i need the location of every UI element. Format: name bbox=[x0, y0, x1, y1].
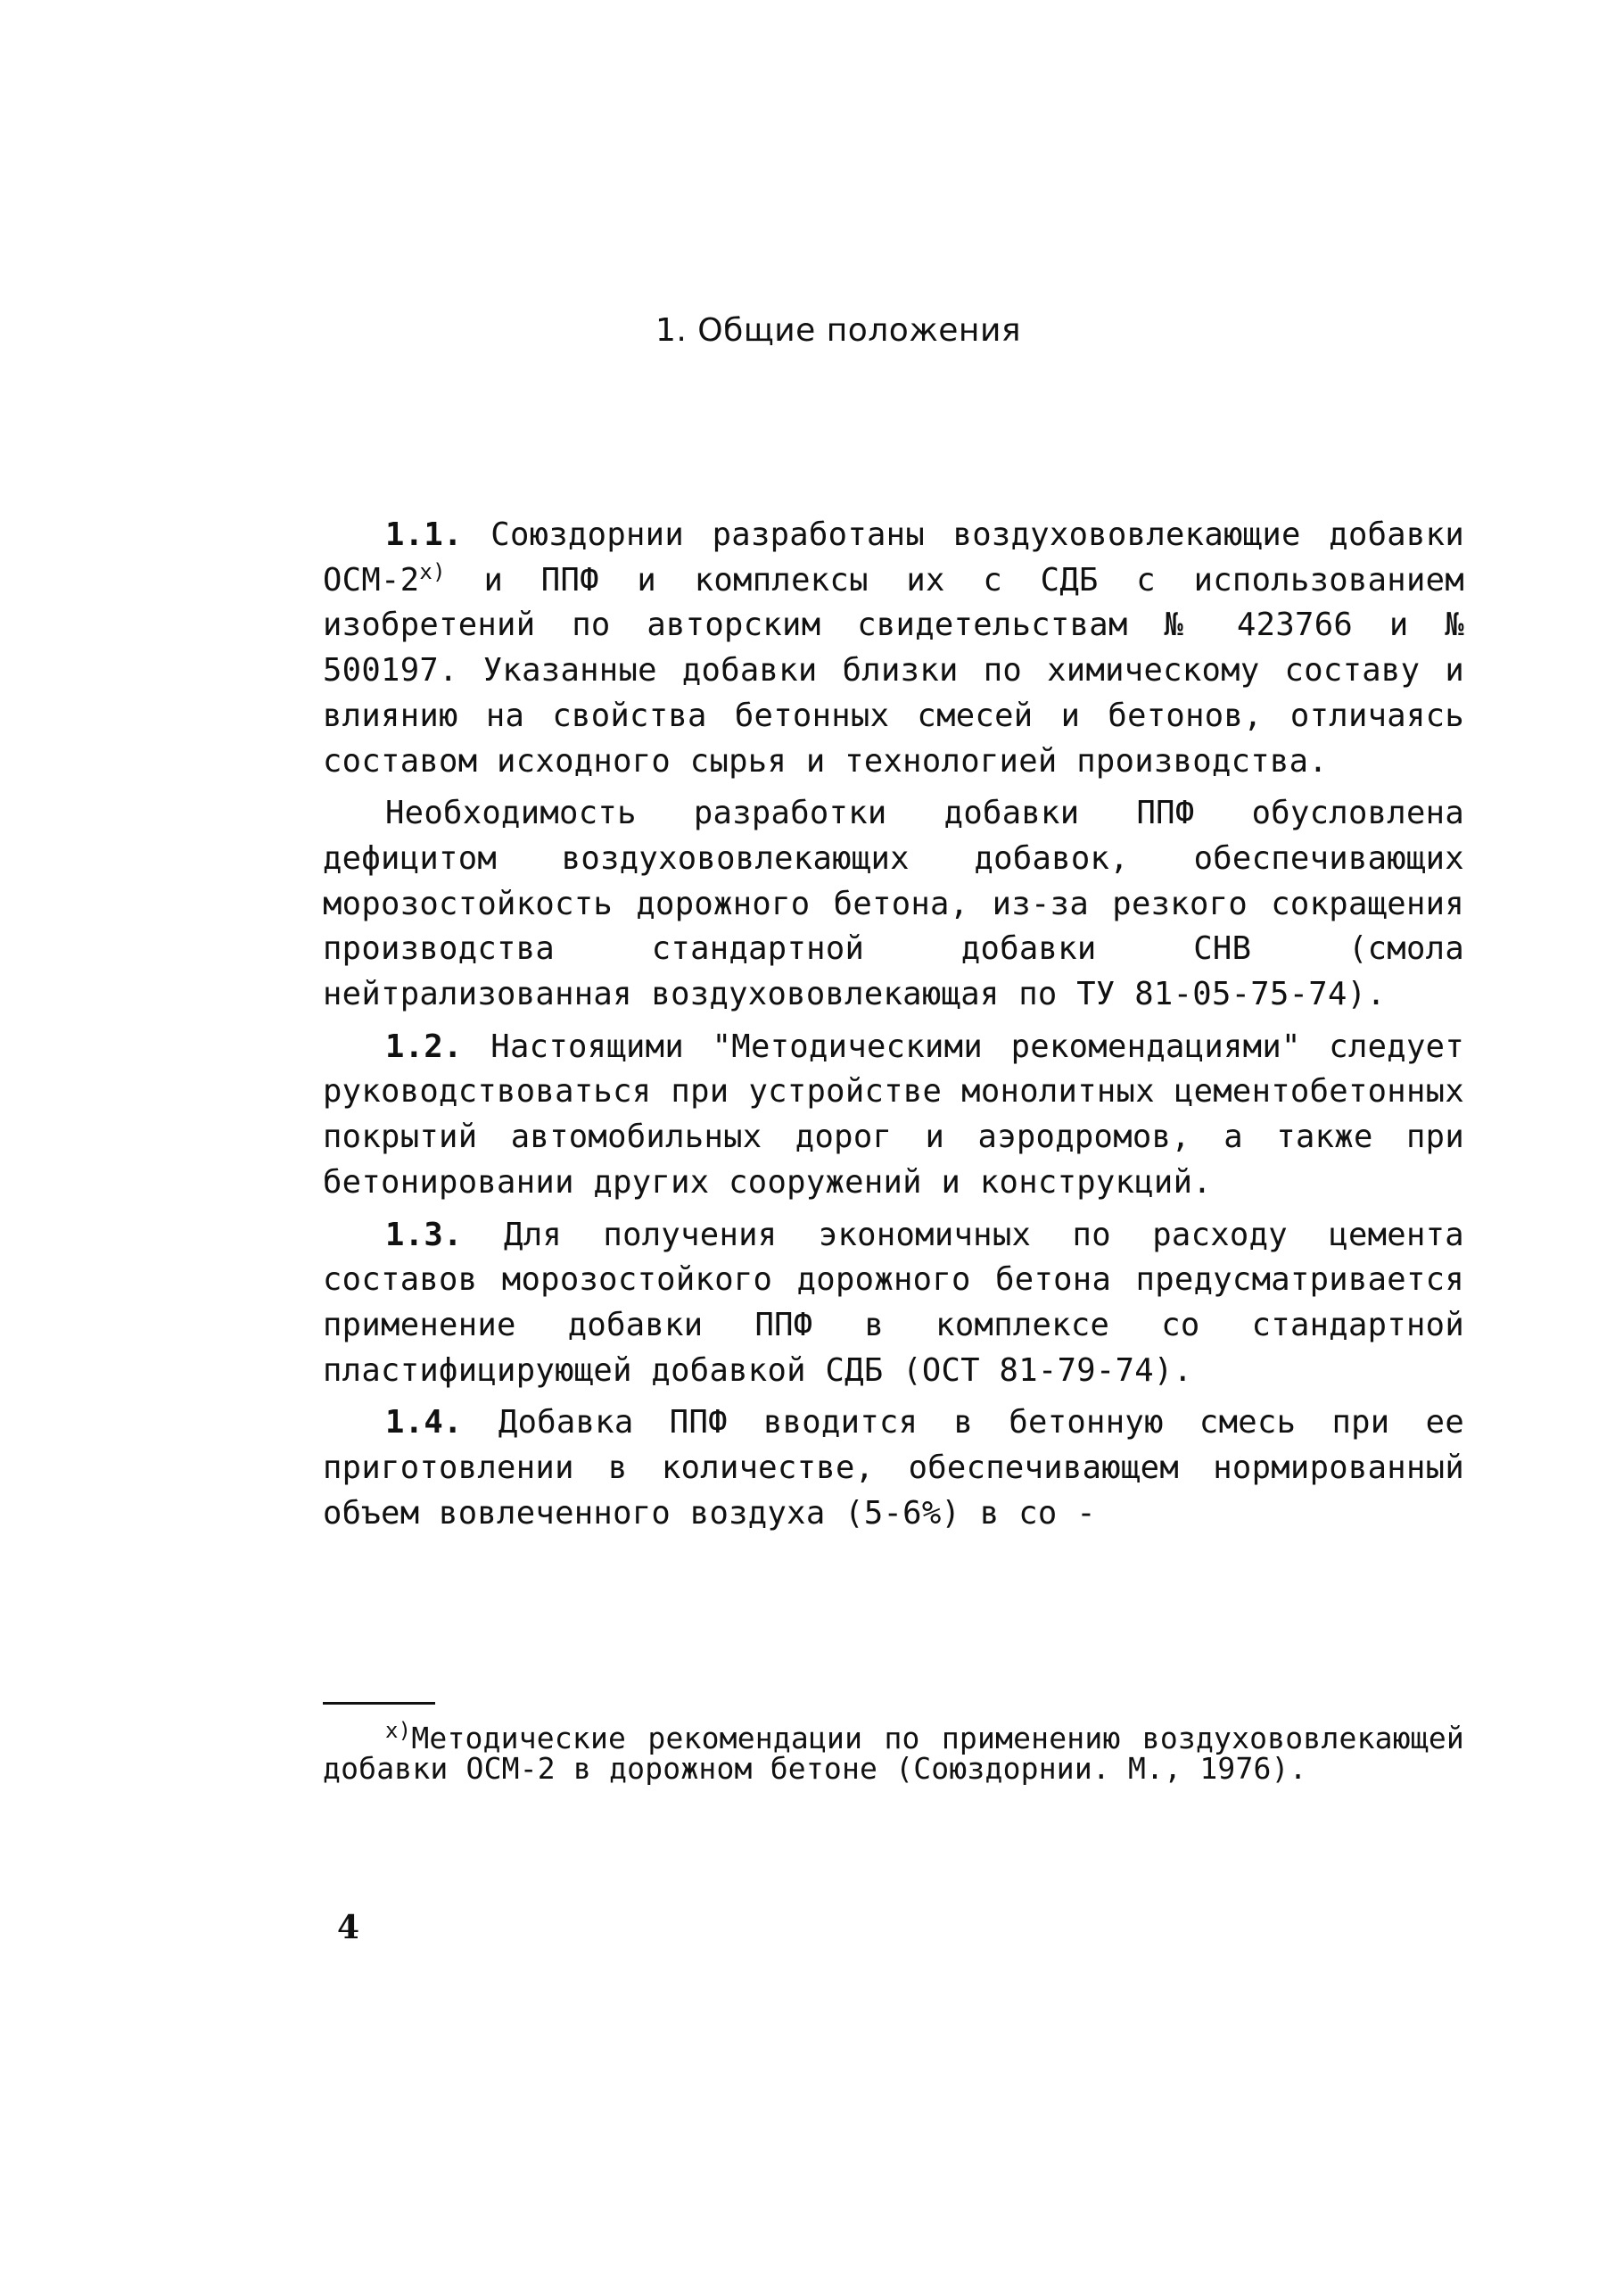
paragraph-text: Добавка ППФ вводится в бетонную смесь при ее приготовлении в количестве, обеспечивающем нормированный объем вовлеченного воздуха (5-6%) в со - bbox=[323, 1404, 1464, 1532]
footnote bbox=[323, 1718, 1464, 1786]
body-text bbox=[323, 513, 1464, 1536]
paragraph-1-2 bbox=[323, 1025, 1464, 1206]
paragraph-text: Союздорнии разработаны воздухововлекающие добавки ОСМ-2 bbox=[323, 516, 1464, 599]
footnote-text: Методические рекомендации по применению воздухововлекающей добавки ОСМ-2 в дорожном бетоне (Союздорнии. М., 1976). bbox=[323, 1721, 1464, 1786]
page-number: 4 bbox=[337, 1909, 360, 1946]
paragraph-1-1-continued bbox=[323, 791, 1464, 1018]
footnote-marker: x) bbox=[385, 1718, 412, 1743]
paragraph-1-3 bbox=[323, 1213, 1464, 1394]
paragraph-1-4 bbox=[323, 1400, 1464, 1536]
footnote-marker: x) bbox=[419, 558, 446, 584]
paragraph-number: 1.2. bbox=[385, 1028, 463, 1065]
footnote-divider bbox=[323, 1702, 435, 1705]
paragraph-text: Настоящими "Методическими рекомендациями" следует руководствоваться при устройстве монолитных цементобетонных покрытий автомобильных дорог и аэродромов, а также при бетонировании других сооружений и конструкций. bbox=[323, 1028, 1464, 1201]
paragraph-text: Для получения экономичных по расходу цемента составов морозостойкого дорожного бетона предусматривается применение добавки ППФ в комплексе со стандартной пластифицирующей добавкой СДБ (ОСТ 81-79-74). bbox=[323, 1216, 1464, 1389]
paragraph-text-continued: и ППФ и комплексы их с СДБ с использованием изобретений по авторским свидетельствам № 423766 и № 500197. Указанные добавки близки по химическому составу и влиянию на свойства бетонных смесей и бетонов, отличаясь составом исходного сырья и технологией производства. bbox=[323, 561, 1464, 780]
paragraph-1-1 bbox=[323, 513, 1464, 784]
paragraph-number: 1.4. bbox=[385, 1404, 463, 1441]
paragraph-number: 1.3. bbox=[385, 1216, 463, 1253]
paragraph-text: Необходимость разработки добавки ППФ обусловлена дефицитом воздухововлекающих добавок, обеспечивающих морозостойкость дорожного бетона, из-за резкого сокращения производства стандартной добавки СНВ (смола нейтрализованная воздухововлекающая по ТУ 81-05-75-74). bbox=[323, 795, 1464, 1013]
section-title: 1. Общие положения bbox=[655, 312, 1021, 349]
paragraph-number: 1.1. bbox=[385, 516, 463, 553]
